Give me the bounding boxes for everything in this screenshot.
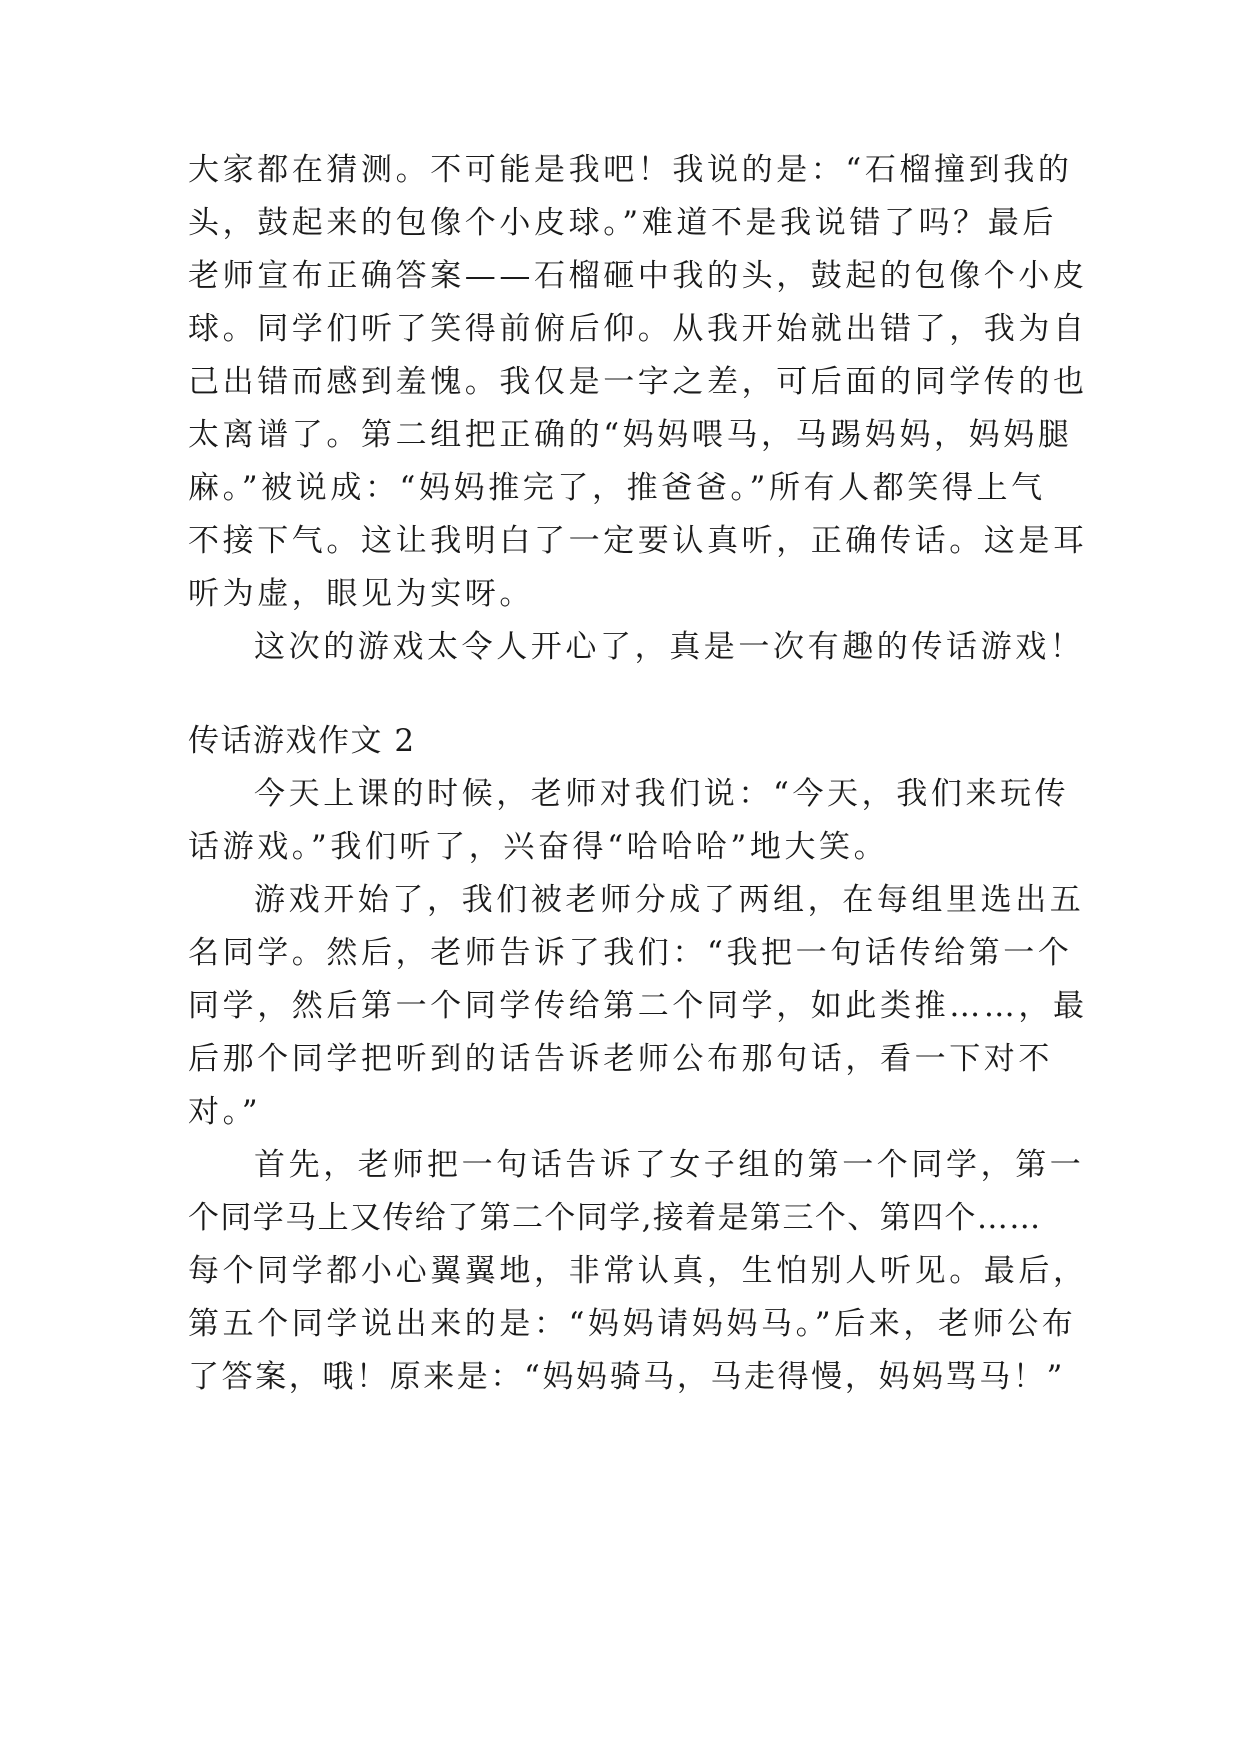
text-line: 名同学。然后，老师告诉了我们：“我把一句话传给第一个: [188, 935, 1073, 971]
text-line: 大家都在猜测。不可能是我吧！我说的是：“石榴撞到我的: [188, 152, 1073, 188]
text-line: 游戏开始了，我们被老师分成了两组，在每组里选出五: [254, 882, 1085, 918]
text-line: 对。”: [188, 1094, 262, 1130]
text-line: 不接下气。这让我明白了一定要认真听，正确传话。这是耳: [188, 523, 1088, 559]
essay-title: 传话游戏作文 2: [188, 723, 416, 759]
text-line: 今天上课的时候，老师对我们说：“今天，我们来玩传: [254, 776, 1070, 812]
text-line: 己出错而感到羞愧。我仅是一字之差，可后面的同学传的也: [188, 364, 1088, 400]
closing-line: 这次的游戏太令人开心了，真是一次有趣的传话游戏！: [254, 629, 1085, 665]
text-line: 太离谱了。第二组把正确的“妈妈喂马，马踢妈妈，妈妈腿: [188, 417, 1073, 453]
text-line: 同学，然后第一个同学传给第二个同学，如此类推……，最: [188, 988, 1088, 1024]
text-line: 第五个同学说出来的是：“妈妈请妈妈马。”后来，老师公布: [188, 1306, 1077, 1342]
text-line: 听为虚，眼见为实呀。: [188, 576, 534, 612]
text-line: 头，鼓起来的包像个小皮球。”难道不是我说错了吗？最后: [188, 205, 1057, 241]
text-line: 每个同学都小心翼翼地，非常认真，生怕别人听见。最后，: [188, 1253, 1088, 1289]
text-line: 麻。”被说成：“妈妈推完了，推爸爸。”所有人都笑得上气: [188, 470, 1046, 506]
text-line: 后那个同学把听到的话告诉老师公布那句话，看一下对不: [188, 1041, 1053, 1077]
text-line: 首先，老师把一句话告诉了女子组的第一个同学，第一: [254, 1147, 1085, 1183]
text-line: 话游戏。”我们听了，兴奋得“哈哈哈”地大笑。: [188, 829, 889, 865]
text-line: 个同学马上又传给了第二个同学,接着是第三个、第四个……: [188, 1200, 1042, 1236]
text-line: 球。同学们听了笑得前俯后仰。从我开始就出错了，我为自: [188, 311, 1088, 347]
text-line: 了答案，哦！原来是：“妈妈骑马，马走得慢，妈妈骂马！”: [188, 1359, 1065, 1395]
text-line: 老师宣布正确答案——石榴砸中我的头，鼓起的包像个小皮: [188, 258, 1088, 294]
